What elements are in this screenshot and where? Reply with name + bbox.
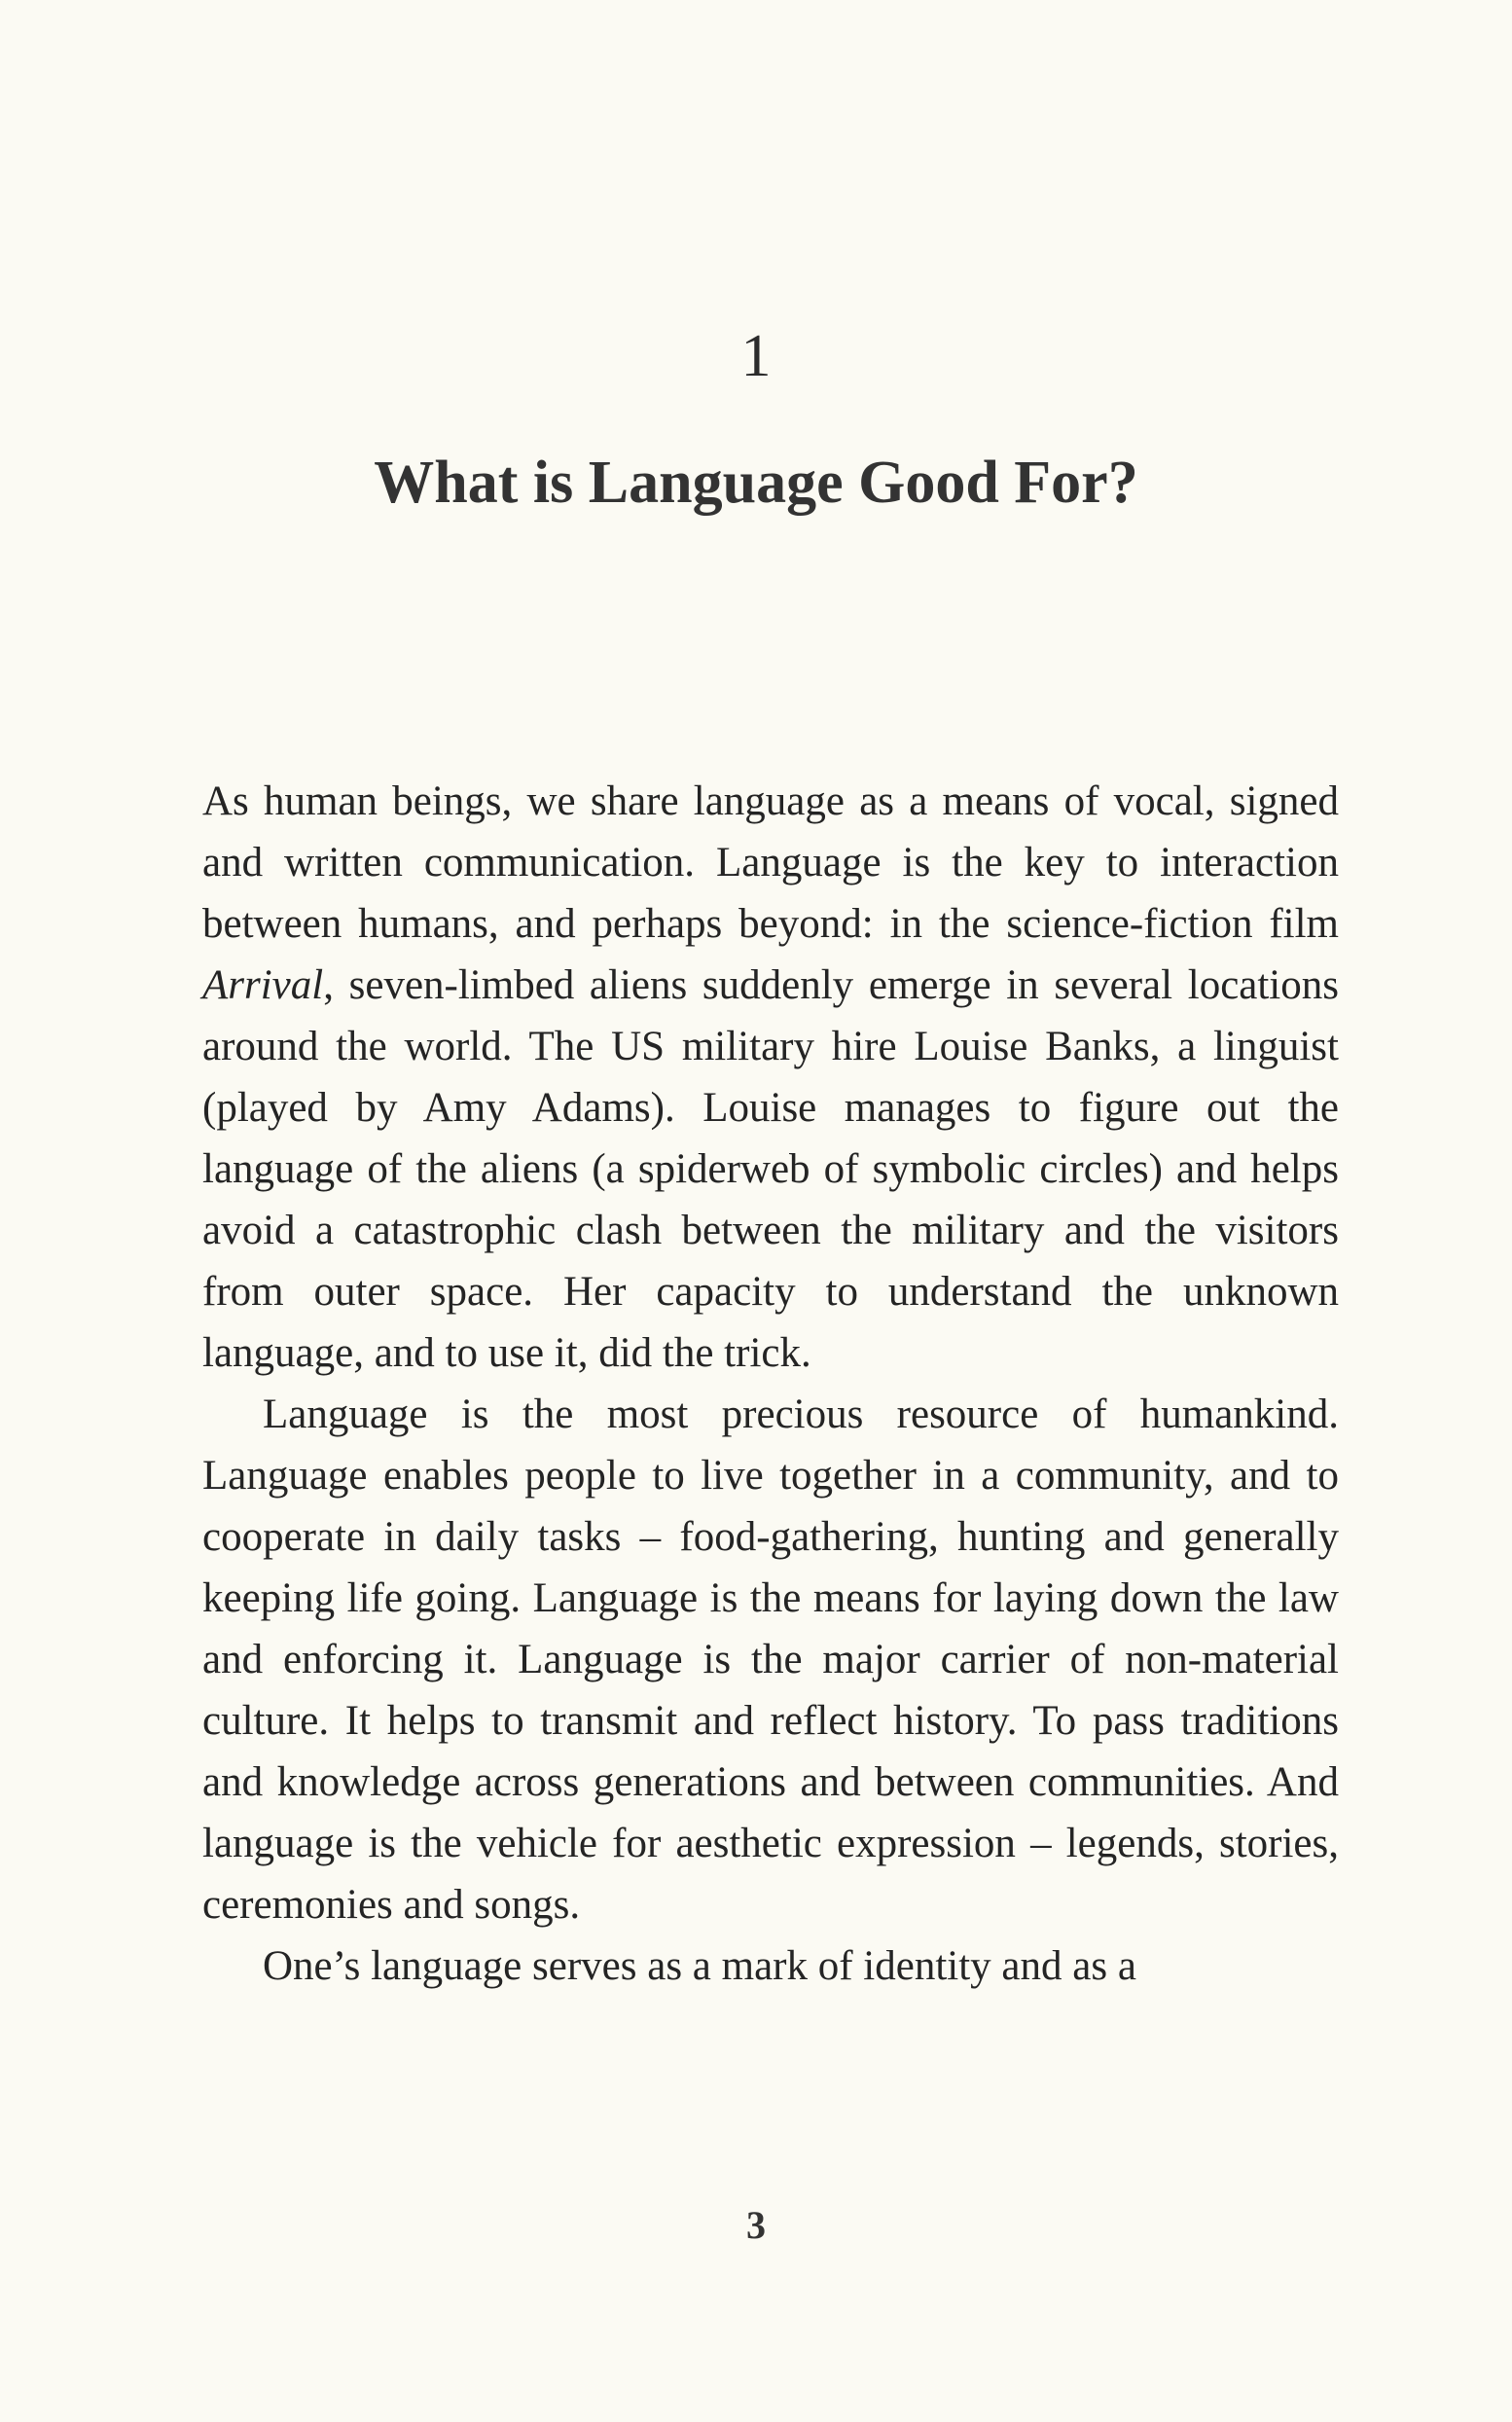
paragraph-1-after: , seven-limbed aliens suddenly emerge in several locations around the world. The US military hire Louise Banks, a linguist (played by Amy Adams). Louise manages to figure out the language of the aliens (a spiderweb of symbolic circles) and helps avoid a catastrophic clash between the military and the visitors from outer space. Her capacity to understand the unknown language, and to use it, did the trick. — [202, 962, 1339, 1376]
paragraph-3: One’s language serves as a mark of identity and as a — [263, 1943, 1136, 1989]
paragraph-1 — [202, 771, 1339, 1384]
paragraph-2: Language is the most precious resource of humankind. Language enables people to live together in a community, and to cooperate in daily tasks – food-gathering, hunting and generally keeping life going. Language is the means for laying down the law and enforcing it. Language is the major carrier of non-material culture. It helps to transmit and reflect history. To pass traditions and knowledge across generations and between communities. And language is the vehicle for aesthetic expression – legends, stories, ceremonies and songs. — [202, 1392, 1339, 1928]
body-text — [202, 771, 1339, 1997]
paragraph-1-before: As human beings, we share language as a means of vocal, signed and written communication. Language is the key to interaction between humans, and perhaps beyond: in the science-fiction film — [202, 778, 1339, 947]
chapter-number: 1 — [740, 323, 772, 389]
chapter-title: What is Language Good For? — [374, 450, 1138, 516]
film-title: Arrival — [202, 962, 324, 1008]
page-number: 3 — [746, 2203, 766, 2247]
